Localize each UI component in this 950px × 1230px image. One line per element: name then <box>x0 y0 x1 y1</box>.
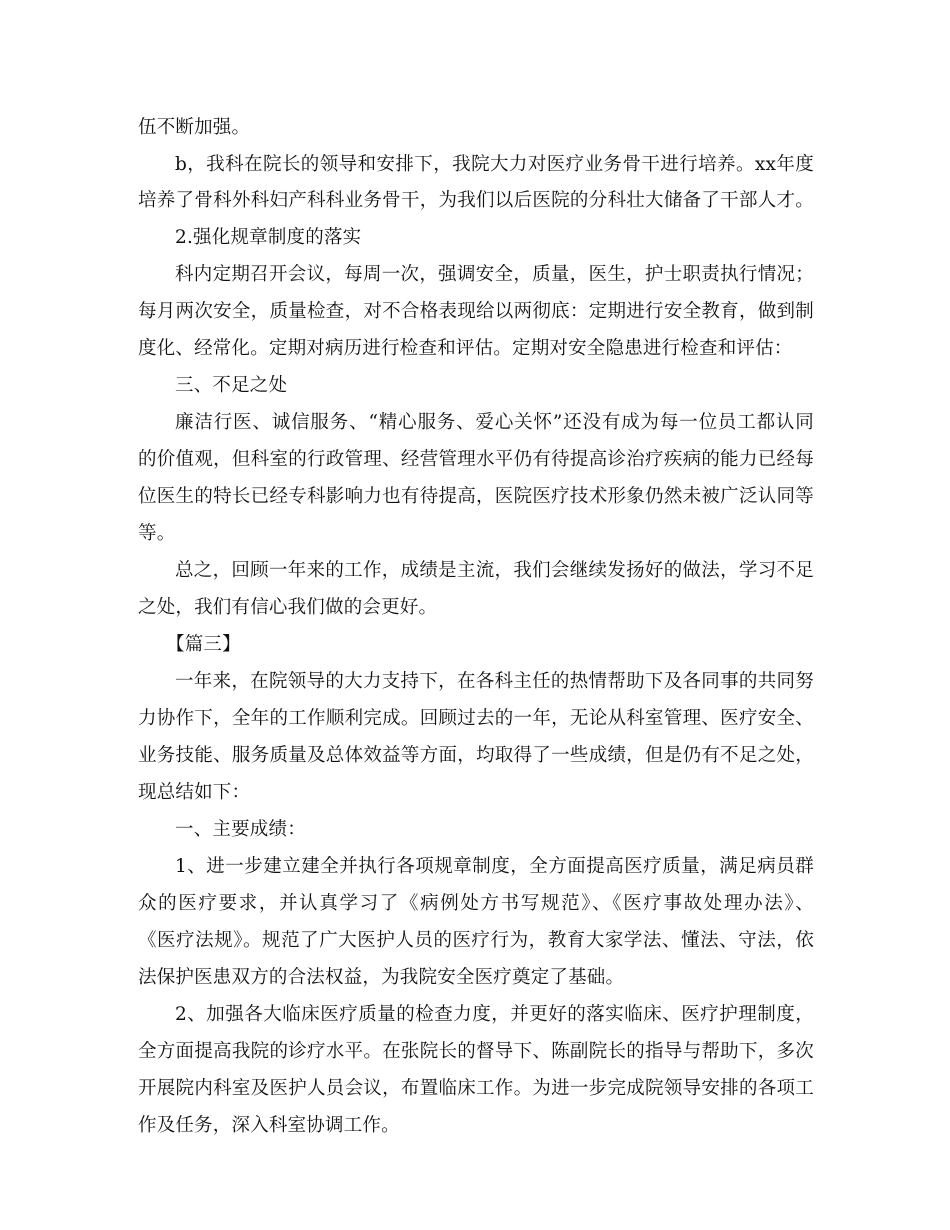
text-line: 《医疗法规》。规范了广大医护人员的医疗行为，教育大家学法、懂法、守法，依 <box>138 930 814 951</box>
text-line: 法保护医患双方的合法权益，为我院安全医疗奠定了基础。 <box>138 967 625 988</box>
text-line: 廉洁行医、诚信服务、“精心服务、爱心关怀”还没有成为每一位员工都认同 <box>175 412 814 433</box>
text-line: 全方面提高我院的诊疗水平。在张院长的督导下、陈副院长的指导与帮助下，多次 <box>138 1041 814 1062</box>
text-line: 1、进一步建立建全并执行各项规章制度，全方面提高医疗质量，满足病员群 <box>175 856 814 877</box>
text-line: 现总结如下： <box>138 782 251 803</box>
text-line: 位医生的特长已经专科影响力也有待提高，医院医疗技术形象仍然未被广泛认同等 <box>138 486 814 507</box>
text-line: 总之，回顾一年来的工作，成绩是主流，我们会继续发扬好的做法，学习不足 <box>175 560 814 581</box>
text-line: 力协作下，全年的工作顺利完成。回顾过去的一年，无论从科室管理、医疗安全、 <box>138 708 814 729</box>
text-line: b，我科在院长的领导和安排下，我院大力对医疗业务骨干进行培养。xx年度 <box>175 154 814 175</box>
section-heading: 【篇三】 <box>166 634 241 655</box>
text-line: 科内定期召开会议，每周一次，强调安全，质量，医生，护士职责执行情况； <box>175 264 814 285</box>
text-line: 的价值观，但科室的行政管理、经营管理水平仍有待提高诊治疗疾病的能力已经每 <box>138 449 814 470</box>
section-heading: 2.强化规章制度的落实 <box>175 227 362 248</box>
text-line: 2、加强各大临床医疗质量的检查力度，并更好的落实临床、医疗护理制度， <box>175 1004 814 1025</box>
text-line: 开展院内科室及医护人员会议，布置临床工作。为进一步完成院领导安排的各项工 <box>138 1078 814 1099</box>
text-line: 作及任务，深入科室协调工作。 <box>138 1115 400 1136</box>
section-heading: 一、主要成绩： <box>175 819 306 840</box>
text-line: 度化、经常化。定期对病历进行检查和评估。定期对安全隐患进行检查和评估： <box>138 338 793 359</box>
text-line: 一年来，在院领导的大力支持下，在各科主任的热情帮助下及各同事的共同努 <box>175 671 814 692</box>
text-line: 等。 <box>138 523 176 544</box>
text-line: 培养了骨科外科妇产科科业务骨干，为我们以后医院的分科壮大储备了干部人才。 <box>138 190 814 211</box>
text-line: 每月两次安全，质量检查，对不合格表现给以两彻底：定期进行安全教育，做到制 <box>138 301 814 322</box>
text-line: 众的医疗要求，并认真学习了《病例处方书写规范》、《医疗事故处理办法》、 <box>138 893 814 914</box>
text-line: 之处，我们有信心我们做的会更好。 <box>138 597 438 618</box>
section-heading: 三、不足之处 <box>175 375 288 396</box>
text-line: 业务技能、服务质量及总体效益等方面，均取得了一些成绩，但是仍有不足之处， <box>138 745 814 766</box>
text-line: 伍不断加强。 <box>138 117 251 138</box>
